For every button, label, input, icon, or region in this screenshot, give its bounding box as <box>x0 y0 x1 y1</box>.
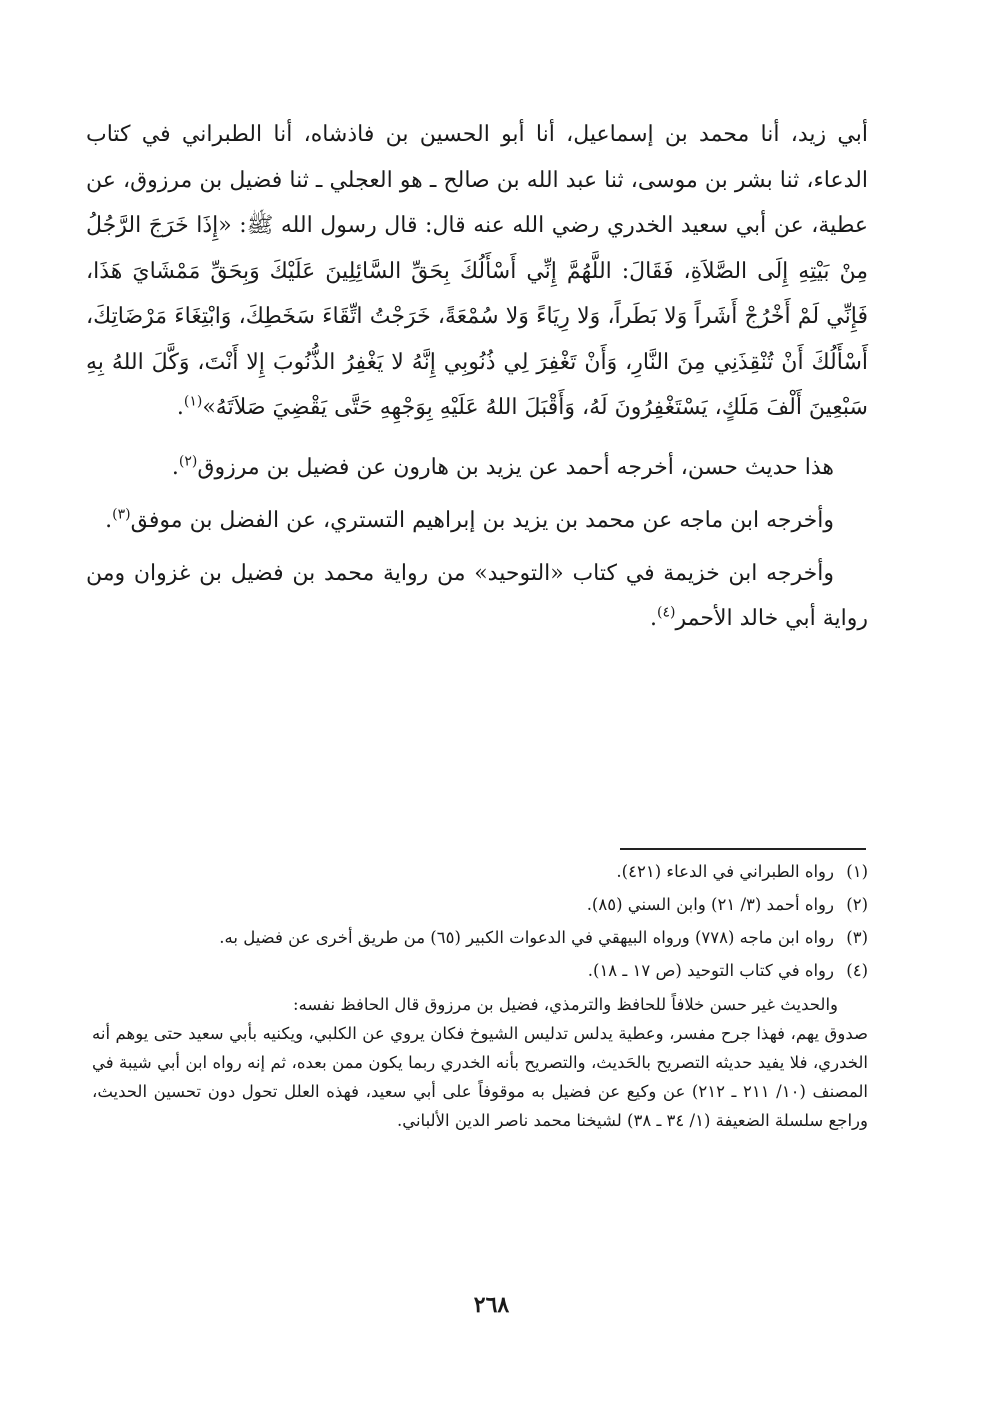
footnote-separator <box>620 848 866 850</box>
isnad-text: أبي زيد، أنا محمد بن إسماعيل، أنا أبو الحسين بن فاذشاه، أنا الطبراني في كتاب الدعاء، ثنا بشر بن موسى، ثنا عبد الله بن صالح ـ هو العجلي ـ ثنا فضيل بن مرزوق، عن عطية، عن أبي سعيد الخدري رضي الله عنه قال: قال رسول الله ﷺ: <box>86 122 868 238</box>
footnote-item <box>92 858 868 885</box>
commentary-text: صدوق يهم، فهذا جرح مفسر، وعطية يدلس تدليس الشيوخ فكان يروي عن الكلبي، ويكنيه بأبي سعيد حتى يوهم أنه الخدري، فلا يفيد حديثه التصريح بالحَديث، والتصريح بأنه الخدري ربما يكون ممن بعده، ثم إنه رواه ابن أبي شيبة في المصنف (١٠/ ٢١١ ـ ٢١٢) عن وكيع عن فضيل به موقوفاً على أبي سعيد، فهذه العلل تحول دون تحسين الحديث، وراجع سلسلة الضعيفة (١/ ٣٤ ـ ٣٨) لشيخنا محمد ناصر الدين الألباني. <box>92 1024 869 1130</box>
sentence-end: . <box>105 507 113 533</box>
sentence-end: . <box>171 454 179 480</box>
commentary-first-line: والحديث غير حسن خلافاً للحافظ والترمذي، فضيل بن مرزوق قال الحافظ نفسه: <box>293 995 838 1014</box>
main-text-block <box>86 112 868 641</box>
paragraph-takhrij-ibn-majah <box>86 498 868 543</box>
footnote-number: (١) <box>846 862 868 881</box>
commentary-block <box>92 990 868 1135</box>
footnote-text: رواه في كتاب التوحيد (ص ١٧ ـ ١٨). <box>587 961 834 980</box>
footnote-ref: (١) <box>183 393 203 410</box>
paragraph-text: وأخرجه ابن خزيمة في كتاب «التوحيد» من رواية محمد بن فضيل بن غزوان ومن رواية أبي خالد الأحمر <box>86 560 868 631</box>
footnote-item <box>92 957 868 984</box>
paragraph-takhrij-ibn-khuzaymah <box>86 551 868 641</box>
footnote-number: (٣) <box>846 928 868 947</box>
footnote-item <box>92 924 868 951</box>
footnote-item <box>92 891 868 918</box>
footnote-text: رواه الطبراني في الدعاء (٤٢١). <box>616 862 834 881</box>
footnote-number: (٤) <box>846 961 868 980</box>
hadith-text: «إِذَا خَرَجَ الرَّجُلُ مِنْ بَيْتِهِ إِلَى الصَّلاَةِ، فَقَالَ: اللَّهُمَّ إِنِّي أَسْأَلُكَ بِحَقِّ السَّائِلِينَ عَلَيْكَ وَبِحَقِّ مَمْشَايَ هَذَا، فَإِنِّي لَمْ أَخْرُجْ أَشَراً وَلا بَطَراً، وَلا رِيَاءً وَلا سُمْعَةً، خَرَجْتُ اتِّقَاءَ سَخَطِكَ، وَابْتِغَاءَ مَرْضَاتِكَ، أَسْأَلُكَ أَنْ تُنْقِذَنِي مِنَ النَّارِ، وَأَنْ تَغْفِرَ لِي ذُنُوبِي إِنَّهُ لا يَغْفِرُ الذُّنُوبَ إِلا أَنْتَ، وَكَّلَ اللهُ بِهِ سَبْعِينَ أَلْفَ مَلَكٍ، يَسْتَغْفِرُونَ لَهُ، وَأَقْبَلَ اللهُ عَلَيْهِ بِوَجْهِهِ حَتَّى يَقْضِيَ صَلاَتَهُ» <box>86 213 868 420</box>
footnotes <box>92 858 868 1135</box>
sentence-end: . <box>650 605 658 631</box>
paragraph-text: وأخرجه ابن ماجه عن محمد بن يزيد بن إبراهيم التستري، عن الفضل بن موفق <box>130 507 834 533</box>
page-number: ٢٦٨ <box>473 1292 510 1318</box>
footnote-ref: (٤) <box>657 604 676 621</box>
paragraph-text: هذا حديث حسن، أخرجه أحمد عن يزيد بن هارون عن فضيل بن مرزوق <box>197 454 834 480</box>
paragraph-takhrij-ahmad <box>86 445 868 490</box>
opening-paragraph <box>86 112 868 431</box>
footnote-number: (٢) <box>846 895 868 914</box>
footnote-ref: (٣) <box>112 506 131 523</box>
footnote-ref: (٢) <box>178 453 198 470</box>
sentence-end: . <box>176 395 184 420</box>
footnote-text: رواه ابن ماجه (٧٧٨) ورواه البيهقي في الدعوات الكبير (٦٥) من طريق أخرى عن فضيل به. <box>219 928 834 947</box>
footnote-text: رواه أحمد (٣/ ٢١) وابن السني (٨٥). <box>586 895 834 914</box>
